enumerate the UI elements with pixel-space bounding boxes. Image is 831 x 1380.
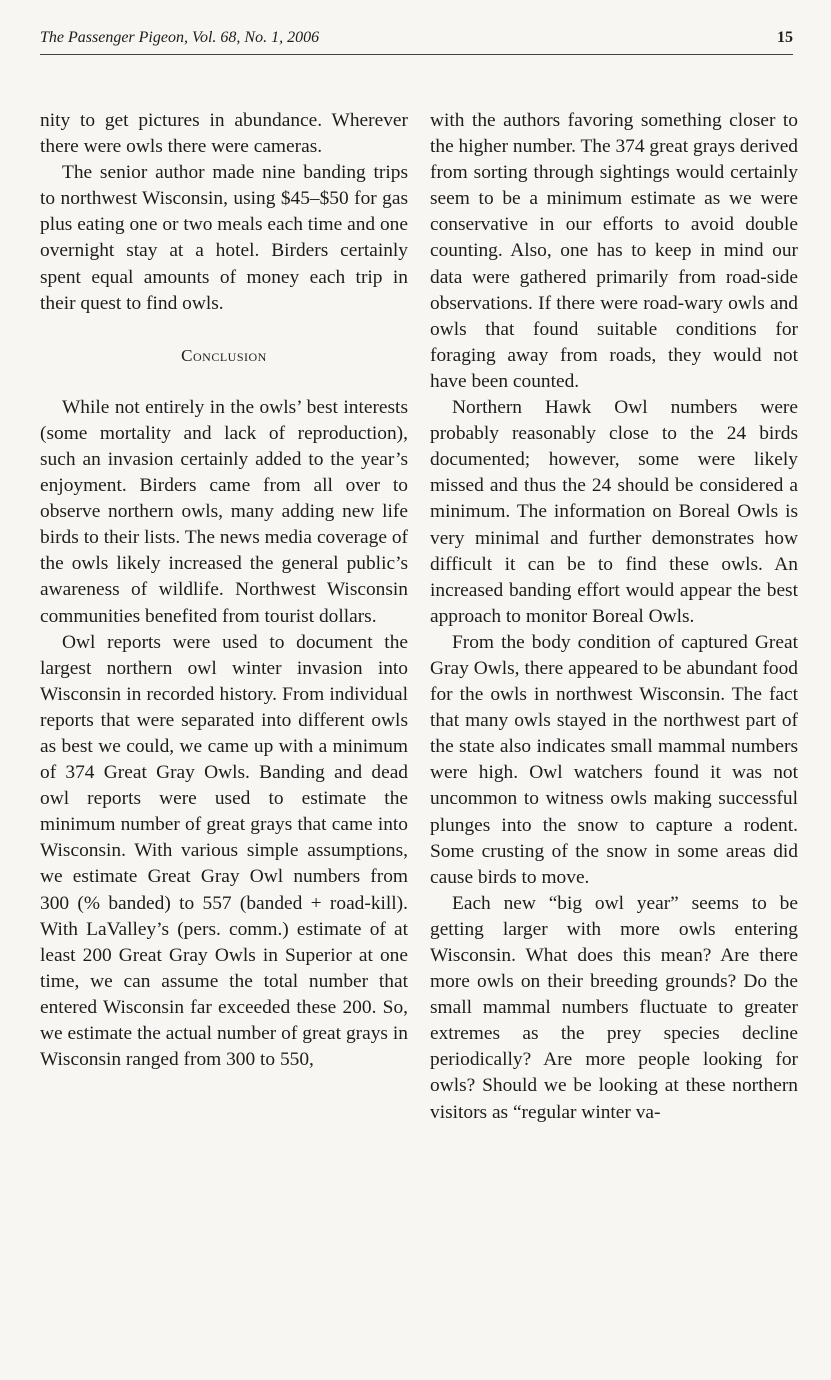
- paragraph-continued: nity to get pictures in abundance. Wherever there were owls there were cameras.: [40, 110, 408, 158]
- right-column: [430, 108, 798, 1126]
- paragraph-owl-reports: Owl reports were used to document the largest northern owl winter invasion into Wisconsin in recorded history. From individual reports that were separated into different owls as best we could, we came up with a minimum of 374 Great Gray Owls. Banding and dead owl reports were used to estimate the minimum number of great grays that came into Wisconsin. With various simple assumptions, we estimate Great Gray Owl numbers from 300 (% banded) to 557 (banded + road-kill). With LaValley’s (pers. comm.) estimate of at least 200 Great Gray Owls in Superior at one time, we can assume the total number that entered Wisconsin far exceeded these 200. So, we estimate the actual number of great grays in Wisconsin ranged from 300 to 550,: [40, 631, 408, 1071]
- paragraph-big-owl-year: Each new “big owl year” seems to be getting larger with more owls entering Wisconsin. What does this mean? Are there more owls on their breeding grounds? Do the small mammal numbers fluctuate to greater extremes as the prey species decline periodically? Are more people looking for owls? Should we be looking at these northern visitors as “regular winter va-: [430, 892, 798, 1123]
- paragraph-invasion: While not entirely in the owls’ best interests (some mortality and lack of reproduction), such an invasion certainly added to the year’s enjoyment. Birders came from all over to observe northern owls, many adding new life birds to their lists. The news media coverage of the owls likely increased the general public’s awareness of wildlife. Northwest Wisconsin communities benefited from tourist dollars.: [40, 396, 408, 627]
- left-column: [40, 108, 408, 1073]
- paragraph-hawk-owl: Northern Hawk Owl numbers were probably reasonably close to the 24 birds documented; however, some were likely missed and thus the 24 should be considered a minimum. The information on Boreal Owls is very minimal and further demonstrates how difficult it can be to find these owls. An increased banding effort would appear the best approach to monitor Boreal Owls.: [430, 397, 798, 627]
- section-heading-conclusion: Conclusion: [181, 345, 267, 365]
- paragraph-continued-estimate: with the authors favoring something closer to the higher number. The 374 great grays derived from sorting through sightings would certainly seem to be a minimum estimate as we were conservative in our efforts to avoid double counting. Also, one has to keep in mind our data were gathered primarily from road-side observations. If there were road-wary owls and owls that found suitable conditions for foraging away from roads, they would not have been counted.: [430, 110, 798, 392]
- running-header: [40, 26, 793, 55]
- journal-title: The Passenger Pigeon, Vol. 68, No. 1, 2006: [40, 29, 320, 46]
- paragraph-body-condition: From the body condition of captured Great Gray Owls, there appeared to be abundant food for the owls in northwest Wisconsin. The fact that many owls stayed in the northwest part of the state also indicates small mammal numbers were high. Owl watchers found it was not uncommon to witness owls making successful plunges into the snow to capture a rodent. Some crusting of the snow in some areas did cause birds to move.: [430, 631, 798, 888]
- paragraph-banding-trips: The senior author made nine banding trips to northwest Wisconsin, using $45–$50 for gas plus eating one or two meals each time and one overnight stay at a hotel. Birders certainly spent equal amounts of money each trip in their quest to find owls.: [40, 162, 408, 314]
- page-number: 15: [777, 29, 793, 46]
